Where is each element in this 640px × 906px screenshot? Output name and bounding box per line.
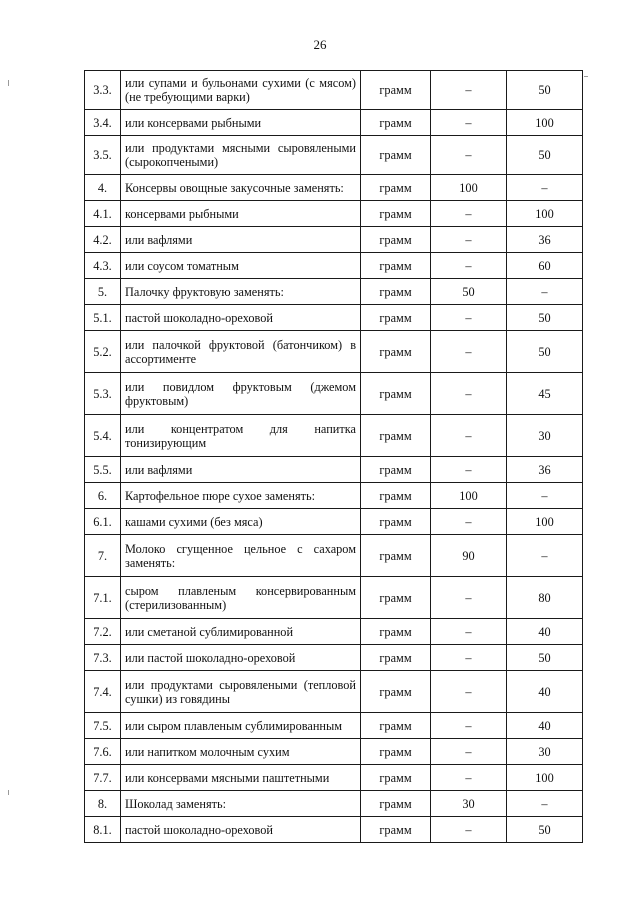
base-quantity: –: [431, 201, 507, 227]
unit: грамм: [361, 136, 431, 175]
table-row: [85, 535, 583, 577]
product-name: или пастой шоколадно-ореховой: [121, 645, 361, 671]
row-number: 3.5.: [85, 136, 121, 175]
replacement-quantity: 30: [507, 739, 583, 765]
row-number: 3.3.: [85, 71, 121, 110]
table-row: [85, 227, 583, 253]
base-quantity: –: [431, 619, 507, 645]
unit: грамм: [361, 509, 431, 535]
table-row: [85, 671, 583, 713]
table-row: [85, 201, 583, 227]
replacement-quantity: 60: [507, 253, 583, 279]
product-name: или супами и бульонами сухими (с мясом) (не требующими варки): [121, 71, 361, 110]
table-row: [85, 305, 583, 331]
unit: грамм: [361, 791, 431, 817]
product-name: или сметаной сублимированной: [121, 619, 361, 645]
base-quantity: –: [431, 817, 507, 843]
product-name: или вафлями: [121, 457, 361, 483]
row-number: 3.4.: [85, 110, 121, 136]
unit: грамм: [361, 619, 431, 645]
replacement-quantity: 40: [507, 619, 583, 645]
unit: грамм: [361, 279, 431, 305]
substitution-table: [84, 70, 583, 843]
replacement-quantity: 100: [507, 765, 583, 791]
replacement-quantity: 50: [507, 331, 583, 373]
unit: грамм: [361, 457, 431, 483]
base-quantity: 30: [431, 791, 507, 817]
row-number: 8.: [85, 791, 121, 817]
product-name: или соусом томатным: [121, 253, 361, 279]
replacement-quantity: 100: [507, 110, 583, 136]
base-quantity: –: [431, 227, 507, 253]
row-number: 5.4.: [85, 415, 121, 457]
replacement-quantity: 30: [507, 415, 583, 457]
product-name: кашами сухими (без мяса): [121, 509, 361, 535]
replacement-quantity: 50: [507, 645, 583, 671]
page-number: 26: [313, 37, 327, 52]
unit: грамм: [361, 483, 431, 509]
row-number: 7.1.: [85, 577, 121, 619]
row-number: 8.1.: [85, 817, 121, 843]
scan-artifact-top-right: [584, 76, 588, 77]
product-name: пастой шоколадно-ореховой: [121, 305, 361, 331]
replacement-quantity: 100: [507, 509, 583, 535]
table-row: [85, 136, 583, 175]
table-row: [85, 175, 583, 201]
scan-artifact-left: [8, 790, 9, 795]
product-name: Картофельное пюре сухое заменять:: [121, 483, 361, 509]
unit: грамм: [361, 817, 431, 843]
replacement-quantity: 50: [507, 71, 583, 110]
unit: грамм: [361, 713, 431, 739]
unit: грамм: [361, 373, 431, 415]
unit: грамм: [361, 71, 431, 110]
row-number: 5.2.: [85, 331, 121, 373]
row-number: 6.1.: [85, 509, 121, 535]
unit: грамм: [361, 331, 431, 373]
product-name: или вафлями: [121, 227, 361, 253]
replacement-quantity: 36: [507, 457, 583, 483]
unit: грамм: [361, 671, 431, 713]
table-row: [85, 739, 583, 765]
row-number: 5.: [85, 279, 121, 305]
product-name: или напитком молочным сухим: [121, 739, 361, 765]
base-quantity: –: [431, 110, 507, 136]
replacement-quantity: 50: [507, 817, 583, 843]
scan-artifact-left: [8, 80, 9, 86]
base-quantity: –: [431, 253, 507, 279]
base-quantity: –: [431, 415, 507, 457]
replacement-quantity: –: [507, 175, 583, 201]
replacement-quantity: 80: [507, 577, 583, 619]
product-name: или консервами мясными паштетными: [121, 765, 361, 791]
product-name: или продуктами мясными сыровялеными (сырокопчеными): [121, 136, 361, 175]
unit: грамм: [361, 175, 431, 201]
product-name: или консервами рыбными: [121, 110, 361, 136]
unit: грамм: [361, 645, 431, 671]
base-quantity: –: [431, 765, 507, 791]
table-row: [85, 765, 583, 791]
row-number: 7.2.: [85, 619, 121, 645]
row-number: 7.: [85, 535, 121, 577]
replacement-quantity: 45: [507, 373, 583, 415]
product-name: или продуктами сыровялеными (тепловой сушки) из говядины: [121, 671, 361, 713]
replacement-quantity: –: [507, 279, 583, 305]
table-row: [85, 791, 583, 817]
replacement-quantity: 50: [507, 136, 583, 175]
product-name: Палочку фруктовую заменять:: [121, 279, 361, 305]
base-quantity: –: [431, 713, 507, 739]
table-row: [85, 331, 583, 373]
replacement-quantity: –: [507, 483, 583, 509]
unit: грамм: [361, 227, 431, 253]
unit: грамм: [361, 415, 431, 457]
table-row: [85, 457, 583, 483]
row-number: 4.1.: [85, 201, 121, 227]
unit: грамм: [361, 305, 431, 331]
row-number: 7.5.: [85, 713, 121, 739]
base-quantity: –: [431, 739, 507, 765]
base-quantity: 90: [431, 535, 507, 577]
replacement-quantity: 100: [507, 201, 583, 227]
product-name: или сыром плавленым сублимированным: [121, 713, 361, 739]
base-quantity: –: [431, 577, 507, 619]
row-number: 7.3.: [85, 645, 121, 671]
row-number: 4.3.: [85, 253, 121, 279]
table-row: [85, 817, 583, 843]
base-quantity: –: [431, 509, 507, 535]
product-name: консервами рыбными: [121, 201, 361, 227]
unit: грамм: [361, 253, 431, 279]
row-number: 7.7.: [85, 765, 121, 791]
replacement-quantity: 40: [507, 713, 583, 739]
base-quantity: –: [431, 136, 507, 175]
unit: грамм: [361, 739, 431, 765]
base-quantity: –: [431, 457, 507, 483]
base-quantity: –: [431, 645, 507, 671]
unit: грамм: [361, 535, 431, 577]
base-quantity: –: [431, 373, 507, 415]
row-number: 5.1.: [85, 305, 121, 331]
table-row: [85, 373, 583, 415]
product-name: Консервы овощные закусочные заменять:: [121, 175, 361, 201]
row-number: 5.5.: [85, 457, 121, 483]
table-row: [85, 71, 583, 110]
table-row: [85, 619, 583, 645]
table-row: [85, 509, 583, 535]
unit: грамм: [361, 201, 431, 227]
table-row: [85, 110, 583, 136]
base-quantity: –: [431, 331, 507, 373]
table-row: [85, 713, 583, 739]
row-number: 4.2.: [85, 227, 121, 253]
product-name: Молоко сгущенное цельное с сахаром заменять:: [121, 535, 361, 577]
product-name: Шоколад заменять:: [121, 791, 361, 817]
unit: грамм: [361, 110, 431, 136]
base-quantity: 100: [431, 483, 507, 509]
replacement-quantity: 50: [507, 305, 583, 331]
product-name: сыром плавленым консервированным (стерилизованным): [121, 577, 361, 619]
unit: грамм: [361, 765, 431, 791]
table-row: [85, 415, 583, 457]
table-row: [85, 483, 583, 509]
table-row: [85, 279, 583, 305]
row-number: 5.3.: [85, 373, 121, 415]
replacement-quantity: –: [507, 535, 583, 577]
base-quantity: 50: [431, 279, 507, 305]
replacement-quantity: 40: [507, 671, 583, 713]
row-number: 7.6.: [85, 739, 121, 765]
base-quantity: –: [431, 671, 507, 713]
unit: грамм: [361, 577, 431, 619]
row-number: 7.4.: [85, 671, 121, 713]
product-name: или повидлом фруктовым (джемом фруктовым): [121, 373, 361, 415]
base-quantity: –: [431, 305, 507, 331]
row-number: 4.: [85, 175, 121, 201]
table-row: [85, 253, 583, 279]
base-quantity: –: [431, 71, 507, 110]
table-row: [85, 645, 583, 671]
table-body: [85, 71, 583, 843]
table-row: [85, 577, 583, 619]
replacement-quantity: 36: [507, 227, 583, 253]
replacement-quantity: –: [507, 791, 583, 817]
product-name: или концентратом для напитка тонизирующим: [121, 415, 361, 457]
product-name: пастой шоколадно-ореховой: [121, 817, 361, 843]
row-number: 6.: [85, 483, 121, 509]
product-name: или палочкой фруктовой (батончиком) в ассортименте: [121, 331, 361, 373]
base-quantity: 100: [431, 175, 507, 201]
